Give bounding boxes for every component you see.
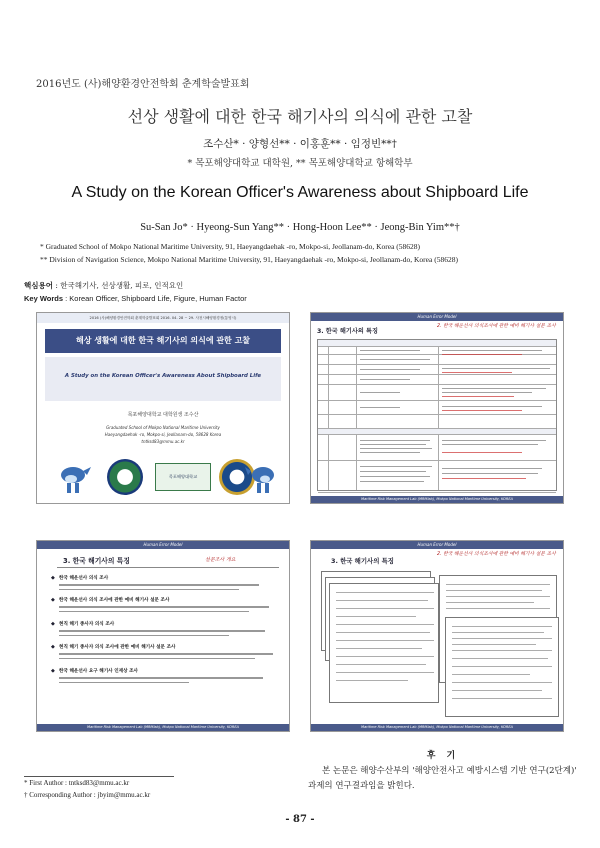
paper-title-english: A Study on the Korean Officer's Awareness about Shipboard Life — [71, 184, 529, 201]
dolphin-mascot-right-icon — [245, 459, 281, 497]
table-row — [318, 375, 556, 385]
slide-header-bar: Human Error Model — [37, 541, 289, 549]
table-text-line — [360, 481, 424, 482]
slide-title-band — [45, 357, 281, 401]
table-text-line-red — [442, 478, 526, 479]
table-text-line — [360, 471, 426, 472]
slide-questionnaire — [310, 540, 564, 732]
table-text-line — [442, 440, 546, 441]
slide-main-title: 해상 생활에 대한 한국 해기사의 의식에 관한 고찰 — [45, 329, 281, 353]
table-row — [318, 435, 556, 461]
slide-top-banner: 2016 (사)해양환경안전학회 춘계학술발표회 2016. 04. 28 ~ 29. 사천시해양환경정(통영시) — [37, 313, 289, 323]
footnote-rule — [24, 776, 174, 777]
table-text-line — [442, 368, 550, 369]
slide-title — [36, 312, 290, 504]
table-text-line-red — [442, 452, 522, 453]
keywords-korean — [24, 280, 183, 291]
keywords-korean-text: : 한국해기사, 선상생활, 피로, 인적요인 — [52, 281, 184, 290]
table-text-line — [442, 444, 538, 445]
questionnaire-page — [329, 583, 439, 703]
university-logo-text: 목포해양대학교 — [168, 474, 198, 479]
table-text-line — [442, 392, 532, 393]
table-text-line — [360, 452, 420, 453]
diamond-bullet-icon: ◆ — [51, 575, 55, 581]
table-text-line — [360, 369, 420, 370]
affiliation-korean: * 목포해양대학교 대학원, ** 목포해양대학교 항해학부 — [187, 158, 413, 169]
authors-english: Su-San Jo* · Hyeong-Sun Yang** · Hong-Hoon Lee** · Jeong-Bin Yim**† — [140, 222, 460, 233]
table-header-row — [318, 340, 556, 347]
table-text-line — [442, 350, 542, 351]
slide-subtitle: 설문조사 개요 — [205, 557, 236, 563]
table-text-line-red — [442, 396, 514, 397]
table-text-line-red — [442, 354, 522, 355]
affiliation-english-2: ** Division of Navigation Science, Mokpo National Maritime University, 91, Haeyangdaehak -ro, Mokpo-si, Jeollanam-do, Korea (58628) — [40, 255, 458, 264]
bullet-label: 현직 해기 종사자 의식 조사에 관한 예비 해기사 설문 조사 — [59, 645, 176, 650]
authors-korean: 조수산* · 양형선** · 이홍훈** · 임정빈**† — [203, 138, 397, 150]
dolphin-mascot-icon — [53, 459, 93, 497]
slide-section-title: 3. 한국 해기사의 특징 — [63, 557, 130, 565]
table-text-line — [360, 392, 400, 393]
keywords-korean-label: 핵심용어 — [24, 281, 53, 290]
survey-table — [317, 339, 557, 491]
bullet-label: 한국 해운선사 요구 해기사 인재상 조사 — [59, 669, 138, 674]
footnote-corresponding-author: † Corresponding Author : jbyim@mmu.ac.kr — [24, 791, 151, 799]
affiliation-english-1: * Graduated School of Mokpo National Maritime University, 91, Haeyangdaehak -ro, Mokpo-si, Jeollanam-do, Korea (58628) — [40, 242, 421, 251]
bullet-label: 한국 해운선사 의식 조사에 관한 예비 해기사 설문 조사 — [59, 598, 170, 603]
diamond-bullet-icon: ◆ — [51, 644, 55, 650]
slide-presenter: 목포해양대학교 대학원생 조수산 — [127, 412, 199, 418]
slide-survey-overview — [36, 540, 290, 732]
slide-header-bar: Human Error Model — [311, 541, 563, 549]
table-text-line-red — [442, 372, 512, 373]
slide-header-bar: Human Error Model — [311, 313, 563, 321]
table-row — [318, 415, 556, 429]
keywords-english-text: : Korean Officer, Shipboard Life, Figure, Human Factor — [63, 294, 247, 303]
table-text-line — [360, 448, 432, 449]
diamond-bullet-icon: ◆ — [51, 597, 55, 603]
table-text-line-red — [442, 410, 522, 411]
slide-subtitle: 2. 한국 해운선사 의식조사에 관한 예비 해기사 설문 조사 — [437, 324, 556, 329]
table-text-line — [360, 359, 430, 360]
slide-footer-bar: Maritime Risk Management Lab (MRMlab), Mokpo National Maritime University, KOREA — [311, 496, 563, 503]
questionnaire-page — [445, 617, 559, 717]
acknowledgement-body: 본 논문은 해양수산부의 '해양안전사고 예방시스템 기반 연구(2단계)' 과제의 연구결과임을 밝힌다. — [308, 766, 577, 791]
table-text-line — [442, 468, 542, 469]
slide-section-title: 3. 한국 해기사의 특징 — [331, 557, 394, 565]
slide-affiliation-line-2: Haeyangdaehak -ro, Mokpo-si, Jeollanam-do, 58628 Korea — [104, 432, 222, 437]
table-row — [318, 461, 556, 493]
bullet-label: 현직 해기 종사자 의식 조사 — [59, 622, 115, 627]
slide-section-title: 3. 한국 해기사의 특징 — [317, 328, 378, 335]
table-text-line — [442, 473, 538, 474]
table-row — [318, 355, 556, 365]
conference-name: 2016년도 (사)해양환경안전학회 춘계학술발표회 — [36, 79, 250, 90]
table-text-line — [360, 350, 420, 351]
slide-logos — [45, 455, 281, 499]
diamond-bullet-icon: ◆ — [51, 621, 55, 627]
slide-footer-bar: Maritime Risk Management Lab (MRMlab), Mokpo National Maritime University, KOREA — [37, 724, 289, 731]
slide-survey-table — [310, 312, 564, 504]
paper-title-korean: 선상 생활에 대한 한국 해기사의 의식에 관한 고찰 — [127, 107, 473, 126]
table-text-line — [360, 379, 410, 380]
university-logo-box — [155, 463, 211, 491]
page-number: - 87 - — [285, 814, 315, 825]
table-row — [318, 365, 556, 375]
table-text-line — [360, 407, 400, 408]
table-text-line — [442, 388, 546, 389]
table-text-line — [360, 440, 430, 441]
slide-affiliation-line-3: tntksd83@mmu.ac.kr — [141, 439, 185, 444]
slide-title-rule — [57, 567, 279, 568]
table-row — [318, 401, 556, 415]
slide-affiliation-line-1: Graduated School of Mokpo National Maritime University — [106, 425, 220, 430]
acknowledgement-heading: 후 기 — [426, 751, 460, 761]
keywords-english — [24, 294, 247, 303]
slide-footer-bar: Maritime Risk Management Lab (MRMlab), Mokpo National Maritime University, KOREA — [311, 724, 563, 731]
bullet-label: 한국 해운선사 의식 조사 — [59, 576, 109, 581]
diamond-bullet-icon: ◆ — [51, 668, 55, 674]
slide-subtitle: 2. 한국 해운선사 의식조사에 관한 예비 해기사 설문 조사 — [437, 552, 556, 557]
keywords-english-label: Key Words — [24, 294, 64, 303]
table-text-line — [442, 406, 542, 407]
footnote-first-author: * First Author : tntksd83@mmu.ac.kr — [24, 779, 130, 787]
table-text-line — [360, 444, 426, 445]
table-text-line — [360, 476, 430, 477]
slide-english-title: A Study on the Korean Officer's Awareness About Shipboard Life — [64, 373, 262, 379]
table-text-line — [360, 466, 432, 467]
university-emblem-icon — [107, 459, 143, 495]
